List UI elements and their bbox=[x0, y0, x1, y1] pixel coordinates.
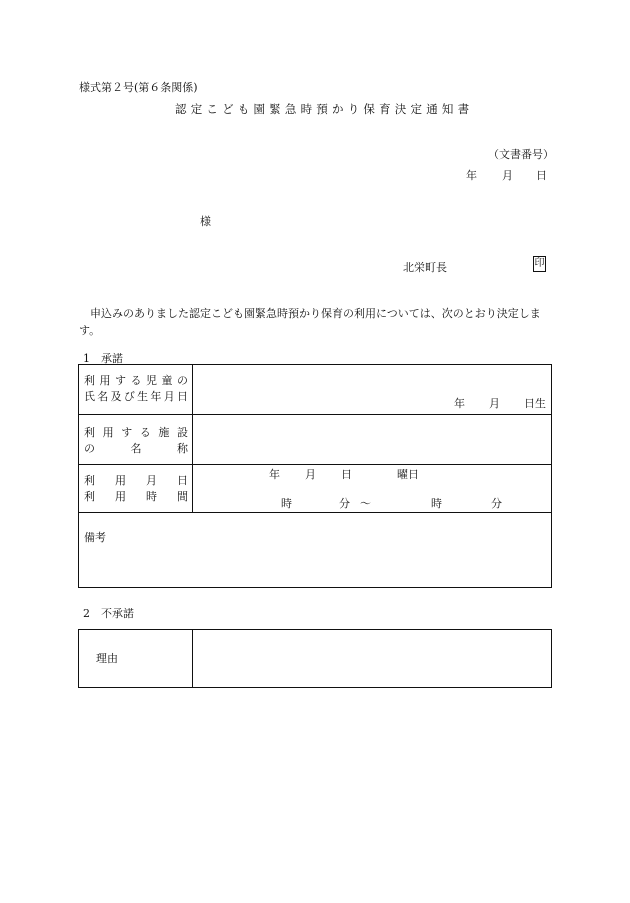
document-title: 認定こども園緊急時預かり保育決定通知書 bbox=[175, 102, 474, 116]
seal-mark: 印 bbox=[533, 256, 546, 272]
addressee-suffix: 様 bbox=[200, 215, 211, 228]
form-number: 様式第２号(第６条関係) bbox=[79, 81, 198, 94]
column-divider bbox=[192, 630, 193, 687]
child-label-line1: 利用する児童の bbox=[84, 374, 188, 387]
refusal-table bbox=[78, 629, 552, 688]
facility-label bbox=[84, 425, 188, 457]
section1-heading: 1 承諾 bbox=[83, 352, 123, 365]
birth-year: 年 bbox=[454, 397, 465, 410]
row-divider bbox=[79, 512, 551, 513]
column-divider bbox=[192, 365, 193, 512]
remarks-label: 備考 bbox=[84, 531, 106, 544]
time-from-minute: 分 bbox=[339, 497, 350, 510]
facility-label-line1: 利用する施設 bbox=[84, 426, 188, 439]
usage-year: 年 bbox=[269, 468, 280, 481]
approval-table bbox=[78, 364, 552, 588]
birth-day: 日生 bbox=[524, 397, 546, 410]
child-label bbox=[84, 373, 188, 405]
section2-heading: 2 不承諾 bbox=[83, 607, 134, 620]
issue-date-day: 日 bbox=[536, 169, 547, 182]
row-divider bbox=[79, 464, 551, 465]
usage-day: 日 bbox=[341, 468, 352, 481]
time-to-minute: 分 bbox=[491, 497, 502, 510]
issue-date-month: 月 bbox=[502, 169, 513, 182]
time-to-hour: 時 bbox=[431, 497, 442, 510]
reason-label: 理由 bbox=[96, 652, 118, 665]
birth-month: 月 bbox=[489, 397, 500, 410]
issue-date-year: 年 bbox=[466, 169, 477, 182]
time-from-hour: 時 bbox=[281, 497, 292, 510]
issuer-name: 北栄町長 bbox=[403, 261, 447, 274]
body-paragraph bbox=[79, 305, 555, 339]
issue-date bbox=[466, 167, 547, 183]
usage-time-label: 利 用 時 間 bbox=[84, 490, 188, 503]
facility-label-line2: の 名 称 bbox=[84, 442, 188, 455]
body-text: 申込みのありました認定こども園緊急時預かり保育の利用については、次のとおり決定します。 bbox=[79, 307, 541, 337]
child-label-line2: 氏名及び生年月日 bbox=[84, 390, 188, 403]
document-number-label: （文書番号） bbox=[488, 148, 554, 161]
usage-weekday: 曜日 bbox=[397, 468, 419, 481]
usage-label bbox=[84, 473, 188, 505]
usage-date-label: 利 用 月 日 bbox=[84, 474, 188, 487]
usage-month: 月 bbox=[305, 468, 316, 481]
row-divider bbox=[79, 414, 551, 415]
time-range-tilde: ～ bbox=[360, 497, 371, 510]
